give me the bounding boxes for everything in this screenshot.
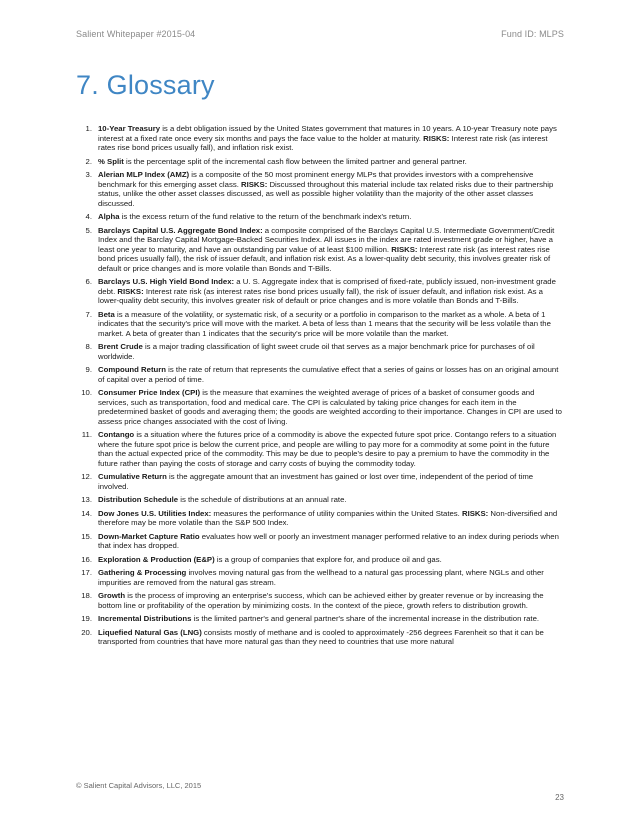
glossary-item-body <box>98 568 564 587</box>
glossary-item <box>76 614 564 624</box>
glossary-item <box>76 509 564 528</box>
glossary-item <box>76 495 564 505</box>
glossary-item <box>76 226 564 274</box>
glossary-item-number: 2. <box>85 156 92 166</box>
glossary-term: 10-Year Treasury <box>98 124 161 133</box>
glossary-definition: evaluates how well or poorly an investment manager performed relative to an index during periods when that index has dropped. <box>98 531 559 550</box>
glossary-item-number: 7. <box>85 309 92 319</box>
glossary-item-number: 8. <box>85 342 92 351</box>
glossary-item <box>76 388 564 426</box>
glossary-item-number: 13. <box>81 495 92 504</box>
glossary-definition: is the schedule of distributions at an annual rate. <box>178 495 347 504</box>
glossary-definition: involves moving natural gas from the wellhead to a natural gas processing plant, where NGLs and other impurities are removed from the natural gas stream. <box>98 568 544 587</box>
glossary-list <box>76 124 564 651</box>
glossary-item <box>76 532 564 551</box>
glossary-item-number: 15. <box>81 531 92 541</box>
glossary-item-body <box>98 365 564 384</box>
glossary-definition: is the limited partner's and general partner's share of the incremental increase in the distribution rate. <box>191 614 540 623</box>
glossary-item-number: 19. <box>81 614 92 623</box>
glossary-item-body <box>98 310 564 339</box>
glossary-definition: is the aggregate amount that an investment has gained or lost over time, independent of the period of time involved. <box>98 472 534 491</box>
risks-text: Discussed throughout this material include tax related risks due to their partnership status, unlike the other asset classes discussed, as well as possible higher volatility than the majority of the other asset classes discussed. <box>98 179 554 208</box>
glossary-definition: is the percentage split of the incremental cash flow between the limited partner and general partner. <box>123 156 467 166</box>
glossary-item-number: 20. <box>81 627 92 637</box>
glossary-item <box>76 212 564 222</box>
glossary-item-body <box>98 472 564 491</box>
glossary-term: Barclays U.S. High Yield Bond Index: <box>98 277 235 286</box>
glossary-definition: is the measure that examines the weighted average of prices of a basket of consumer goods and services, such as transportation, food and medical care. The CPI is calculated by taking price changes for each item in the predetermined basket of goods and averaging them; the goods are weighted according to their importance. Changes in CPI are used to assess price changes associated with the cost of living. <box>98 388 562 426</box>
glossary-item-body <box>98 157 564 167</box>
glossary-term: Growth <box>98 591 126 600</box>
glossary-item <box>76 568 564 587</box>
glossary-term: Beta <box>98 309 115 319</box>
risks-label: RISKS: <box>423 133 450 143</box>
glossary-item-number: 14. <box>81 508 92 518</box>
glossary-item <box>76 430 564 468</box>
glossary-item-number: 11. <box>81 430 92 439</box>
glossary-item-body <box>98 388 564 426</box>
glossary-term: Brent Crude <box>98 342 143 351</box>
risks-text: Interest rate risk (as interest rates rise bond prices usually fall), and inflation risk exist. <box>98 133 548 152</box>
glossary-item-body <box>98 555 564 565</box>
glossary-item-number: 18. <box>81 591 92 600</box>
risks-text: Interest rate risk (as interest rates rise bond prices usually fall), the risk of issuer default, and inflation risk exist. As a lower-quality debt security, this involves greater risk of default or price changes and is more volatile than Bonds and T-Bills. <box>98 286 543 305</box>
document-header-left: Salient Whitepaper #2015-04 <box>76 29 196 39</box>
glossary-item-body <box>98 430 564 468</box>
risks-label: RISKS: <box>391 244 418 254</box>
page-number: 23 <box>555 793 564 802</box>
glossary-item-body <box>98 495 564 505</box>
glossary-definition: is the process of improving an enterprise's success, which can be achieved either by greater revenue or by increasing the bottom line or profitability of the operation by minimizing costs. In the context of the piece, growth refers to distribution growth. <box>98 591 544 610</box>
glossary-term: Liquefied Natural Gas (LNG) <box>98 627 202 637</box>
glossary-definition: a U. S. Aggregate index that is comprised of fixed-rate, publicly issued, non-investment grade debt. <box>98 277 556 296</box>
glossary-item-number: 10. <box>81 388 92 397</box>
glossary-item-body <box>98 591 564 610</box>
copyright-footer: © Salient Capital Advisors, LLC, 2015 <box>76 781 202 790</box>
glossary-term: Distribution Schedule <box>98 495 179 504</box>
glossary-term: Exploration & Production (E&P) <box>98 554 215 564</box>
glossary-item <box>76 591 564 610</box>
glossary-item <box>76 310 564 339</box>
glossary-item-body <box>98 614 564 624</box>
page-title: 7. Glossary <box>76 70 215 100</box>
glossary-item-number: 3. <box>85 170 92 179</box>
glossary-item-body <box>98 509 564 528</box>
glossary-item-number: 9. <box>85 365 92 374</box>
glossary-item-body <box>98 532 564 551</box>
glossary-term: Alerian MLP Index (AMZ) <box>98 170 190 179</box>
glossary-term: Cumulative Return <box>98 472 167 481</box>
glossary-term: Consumer Price Index (CPI) <box>98 388 201 397</box>
glossary-definition: is a situation where the futures price of a commodity is above the expected future spot price. Contango refers to a situation where the future spot price is below the current price, and people are willing to pay more for a commodity at some point in the future than the actual expected price of the commodity. This may be due to people's desire to pay a premium to have the commodity in the future rather than paying the costs of storage and carry costs of buying the commodity today. <box>98 430 557 468</box>
document-header-right: Fund ID: MLPS <box>501 29 564 39</box>
risks-label: RISKS: <box>461 508 489 518</box>
glossary-item-number: 4. <box>85 212 92 221</box>
glossary-term: Compound Return <box>98 365 167 374</box>
glossary-term: Incremental Distributions <box>98 614 192 623</box>
glossary-definition: is a composite of the 50 most prominent energy MLPs that provides investors with a comprehensive benchmark for this emerging asset class. <box>98 170 534 189</box>
glossary-item-body <box>98 170 564 208</box>
glossary-term: Down-Market Capture Ratio <box>98 531 200 541</box>
glossary-item <box>76 365 564 384</box>
glossary-item-body <box>98 212 564 222</box>
glossary-item <box>76 628 564 647</box>
glossary-item <box>76 555 564 565</box>
risks-label: RISKS: <box>241 179 268 189</box>
glossary-term: Gathering & Processing <box>98 568 187 577</box>
glossary-definition: measures the performance of utility companies within the United States. <box>211 508 462 518</box>
glossary-item-body <box>98 226 564 274</box>
glossary-definition: is a group of companies that explore for, and produce oil and gas. <box>214 554 442 564</box>
glossary-item-number: 17. <box>81 568 92 577</box>
glossary-item-number: 5. <box>85 225 92 235</box>
glossary-item <box>76 472 564 491</box>
risks-text: Non-diversified and therefore may be more volatile than the S&P 500 Index. <box>98 508 558 527</box>
glossary-definition: is a measure of the volatility, or systematic risk, of a security or a portfolio in comparison to the market as a whole. A beta of 1 indicates that the security's price will move with the market. A beta of less than 1 means that the security will be less volatile than the market. A beta of greater than 1 indicates that the security's price will be more volatile than the market. <box>98 309 551 338</box>
glossary-item-body <box>98 277 564 306</box>
glossary-item-number: 12. <box>81 472 92 481</box>
risks-label: RISKS: <box>117 286 144 296</box>
glossary-term: Barclays Capital U.S. Aggregate Bond Index: <box>98 225 263 235</box>
glossary-item-body <box>98 342 564 361</box>
glossary-definition: is the rate of return that represents the cumulative effect that a series of gains or losses has on an original amount of capital over a period of time. <box>98 365 559 384</box>
glossary-item-number: 1. <box>85 124 92 133</box>
glossary-item <box>76 342 564 361</box>
glossary-item <box>76 277 564 306</box>
glossary-definition: is the excess return of the fund relative to the return of the benchmark index's return. <box>119 212 412 221</box>
glossary-definition: consists mostly of methane and is cooled to approximately -256 degrees Farenheit so that it can be transported from countries that have more natural gas than they need to countries that use more natural <box>98 627 544 646</box>
glossary-term: Dow Jones U.S. Utilities Index: <box>98 508 212 518</box>
glossary-item-number: 16. <box>81 554 92 564</box>
glossary-item-number: 6. <box>85 277 92 286</box>
glossary-item-body <box>98 628 564 647</box>
glossary-term: Contango <box>98 430 135 439</box>
glossary-item <box>76 124 564 153</box>
risks-text: Interest rate risk (as interest rates rise bond prices usually fall), the risk of issuer default, and inflation risk exist. As a lower-quality debt security, this involves greater risk of default or price changes and is more volatile than Bonds and T-Bills. <box>98 244 551 273</box>
glossary-definition: a composite comprised of the Barclays Capital U.S. Intermediate Government/Credit Index and the Barclay Capital Mortgage-Backed Securities Index. All issues in the index are rated investment grade or higher, have a least one year to maturity, and have an outstanding par value of at least $100 million. <box>98 225 555 254</box>
glossary-term: % Split <box>98 156 124 166</box>
glossary-item-body <box>98 124 564 153</box>
glossary-definition: is a major trading classification of light sweet crude oil that serves as a major benchmark price for purchases of oil worldwide. <box>98 342 535 361</box>
glossary-definition: is a debt obligation issued by the United States government that matures in 10 years. A 10-year Treasury note pays interest at a fixed rate once every six months and pays the face value to the holder at maturity. <box>98 124 557 143</box>
glossary-item <box>76 157 564 167</box>
glossary-term: Alpha <box>98 212 120 221</box>
glossary-item <box>76 170 564 208</box>
